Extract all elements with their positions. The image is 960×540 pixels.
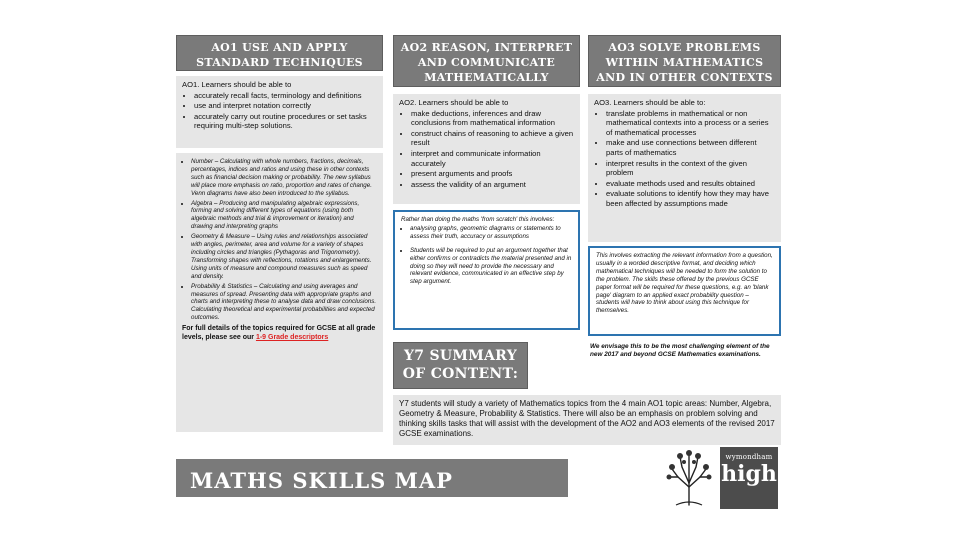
ao3-header bbox=[588, 35, 781, 87]
grade-descriptors-link[interactable]: 1-9 Grade descriptors bbox=[255, 334, 329, 342]
y7-summary-panel bbox=[393, 395, 781, 445]
ao2-box-list bbox=[401, 225, 572, 286]
ao1-topics-panel bbox=[176, 153, 383, 432]
list-item: • accurately carry out routine procedures or set tasks requiring multi-step solutions. bbox=[194, 112, 377, 131]
list-item: • analysing graphs, geometric diagrams or statements to assess their truth, accuracy or assumptions bbox=[410, 225, 572, 241]
ao3-box-text: This involves extracting the relevant information from a question, usually in a worded descriptive format, and deciding which mathematical techniques will be needed to form the solution to the problem. The skills these offered by the previous GCSE paper format will be required for these questions, e.g. an 'blank page' diagram to an applied exact probability question – students will have to think about using this technique for themselves. bbox=[596, 252, 773, 315]
ao2-intro-panel bbox=[393, 94, 580, 204]
ao2-header-text: AO2 REASON, INTERPRET AND COMMUNICATE MATHEMATICALLY bbox=[400, 41, 573, 84]
ao3-header-text: AO3 SOLVE PROBLEMS WITHIN MATHEMATICS AND IN OTHER CONTEXTS bbox=[596, 41, 773, 84]
list-item: • Students will be required to put an argument together that either confirms or contradicts the material presented and in doing so they will need to provide the necessary and relevant evidence, communicated in an effective step by step argument. bbox=[410, 247, 572, 287]
ao3-challenge-text: We envisage this to be the most challenging element of the new 2017 and beyond GCSE Mathematics examinations. bbox=[590, 343, 770, 358]
page-title bbox=[176, 459, 568, 497]
ao3-intro-list bbox=[594, 109, 775, 209]
list-item: • interpret results in the context of the given problem bbox=[606, 159, 775, 178]
list-item: • construct chains of reasoning to achieve a given result bbox=[411, 129, 574, 148]
topic-geometry: • Geometry & Measure – Using rules and relationships associated with angles, perimeter, area and volume for a variety of shapes including circles and triangles (Pythagoras and Trigonometry). Transforming shapes with reflections, rotations and enlargements. Using units of measure and compound measures such as speed and density. bbox=[191, 233, 377, 280]
list-item: • evaluate solutions to identify how they may have been affected by assumptions made bbox=[606, 189, 775, 208]
list-item: • accurately recall facts, terminology and definitions bbox=[194, 91, 377, 101]
list-item: • translate problems in mathematical or non mathematical contexts into a process or a series of mathematical processes bbox=[606, 109, 775, 138]
ao1-intro-list bbox=[182, 91, 377, 131]
y7-summary-text: Y7 students will study a variety of Mathematics topics from the 4 main AO1 topic areas: Number, Algebra, Geometry & Measure, Probability & Statistics. There will also be an emphasis on problem solving and thinking skills tasks that will assist with the development of the AO2 and AO3 elements of the revised 2017 GCSE examinations. bbox=[399, 399, 775, 438]
list-item: • evaluate methods used and results obtained bbox=[606, 179, 775, 189]
ao2-header bbox=[393, 35, 580, 87]
ao3-challenge-note bbox=[590, 343, 780, 375]
ao2-intro-title: AO2. Learners should be able to bbox=[399, 98, 509, 107]
y7-header bbox=[393, 342, 528, 389]
ao1-header-text: AO1 USE AND APPLY STANDARD TECHNIQUES bbox=[196, 41, 363, 69]
topic-probability: • Probability & Statistics – Calculating and using averages and measures of spread. Presenting data with appropriate graphs and charts and interpreting these to analyse data and draw conclusions. Calculating theoretical and experimental probabilities and expected outcomes. bbox=[191, 283, 377, 323]
ao2-intro-list bbox=[399, 109, 574, 190]
tree-logo-icon bbox=[664, 447, 714, 507]
list-item: • present arguments and proofs bbox=[411, 169, 574, 179]
ao3-intro-panel bbox=[588, 94, 781, 242]
ao1-header bbox=[176, 35, 383, 71]
ao3-detail-box bbox=[588, 246, 781, 336]
y7-header-text: Y7 SUMMARY OF CONTENT: bbox=[402, 348, 519, 382]
ao3-intro-title: AO3. Learners should be able to: bbox=[594, 98, 706, 107]
ao1-topics-list bbox=[182, 158, 377, 322]
list-item: • assess the validity of an argument bbox=[411, 180, 574, 190]
school-logo-line1: wymondham bbox=[725, 453, 773, 461]
list-item: • interpret and communicate information accurately bbox=[411, 149, 574, 168]
ao2-detail-box bbox=[393, 210, 580, 330]
list-item: • make and use connections between different parts of mathematics bbox=[606, 138, 775, 157]
topic-number: • Number – Calculating with whole numbers, fractions, decimals, percentages, indices and ratios and using these in other contexts such as financial decision making or probability. The new syllabus will place more emphasis on ratio, proportion and rates of change. Venn diagrams have also been introduced to the syllabus. bbox=[191, 158, 377, 198]
ao1-footer-text: For full details of the topics required for GCSE at all grade levels, please see our bbox=[182, 325, 376, 342]
school-logo bbox=[720, 447, 778, 509]
page-title-text: MATHS SKILLS MAP bbox=[190, 468, 453, 493]
school-logo-line2: high bbox=[721, 461, 777, 487]
topic-algebra: • Algebra – Producing and manipulating algebraic expressions, forming and solving different types of equations (using both algebraic methods and trial & improvement or iteration) and drawing and interpreting graphs bbox=[191, 200, 377, 232]
ao2-box-intro: Rather than doing the maths 'from scratch' this involves: bbox=[401, 216, 555, 223]
list-item: • make deductions, inferences and draw conclusions from mathematical information bbox=[411, 109, 574, 128]
list-item: • use and interpret notation correctly bbox=[194, 101, 377, 111]
ao1-intro-title: AO1. Learners should be able to bbox=[182, 80, 292, 89]
ao1-footer bbox=[182, 324, 377, 342]
ao1-intro-panel bbox=[176, 76, 383, 148]
